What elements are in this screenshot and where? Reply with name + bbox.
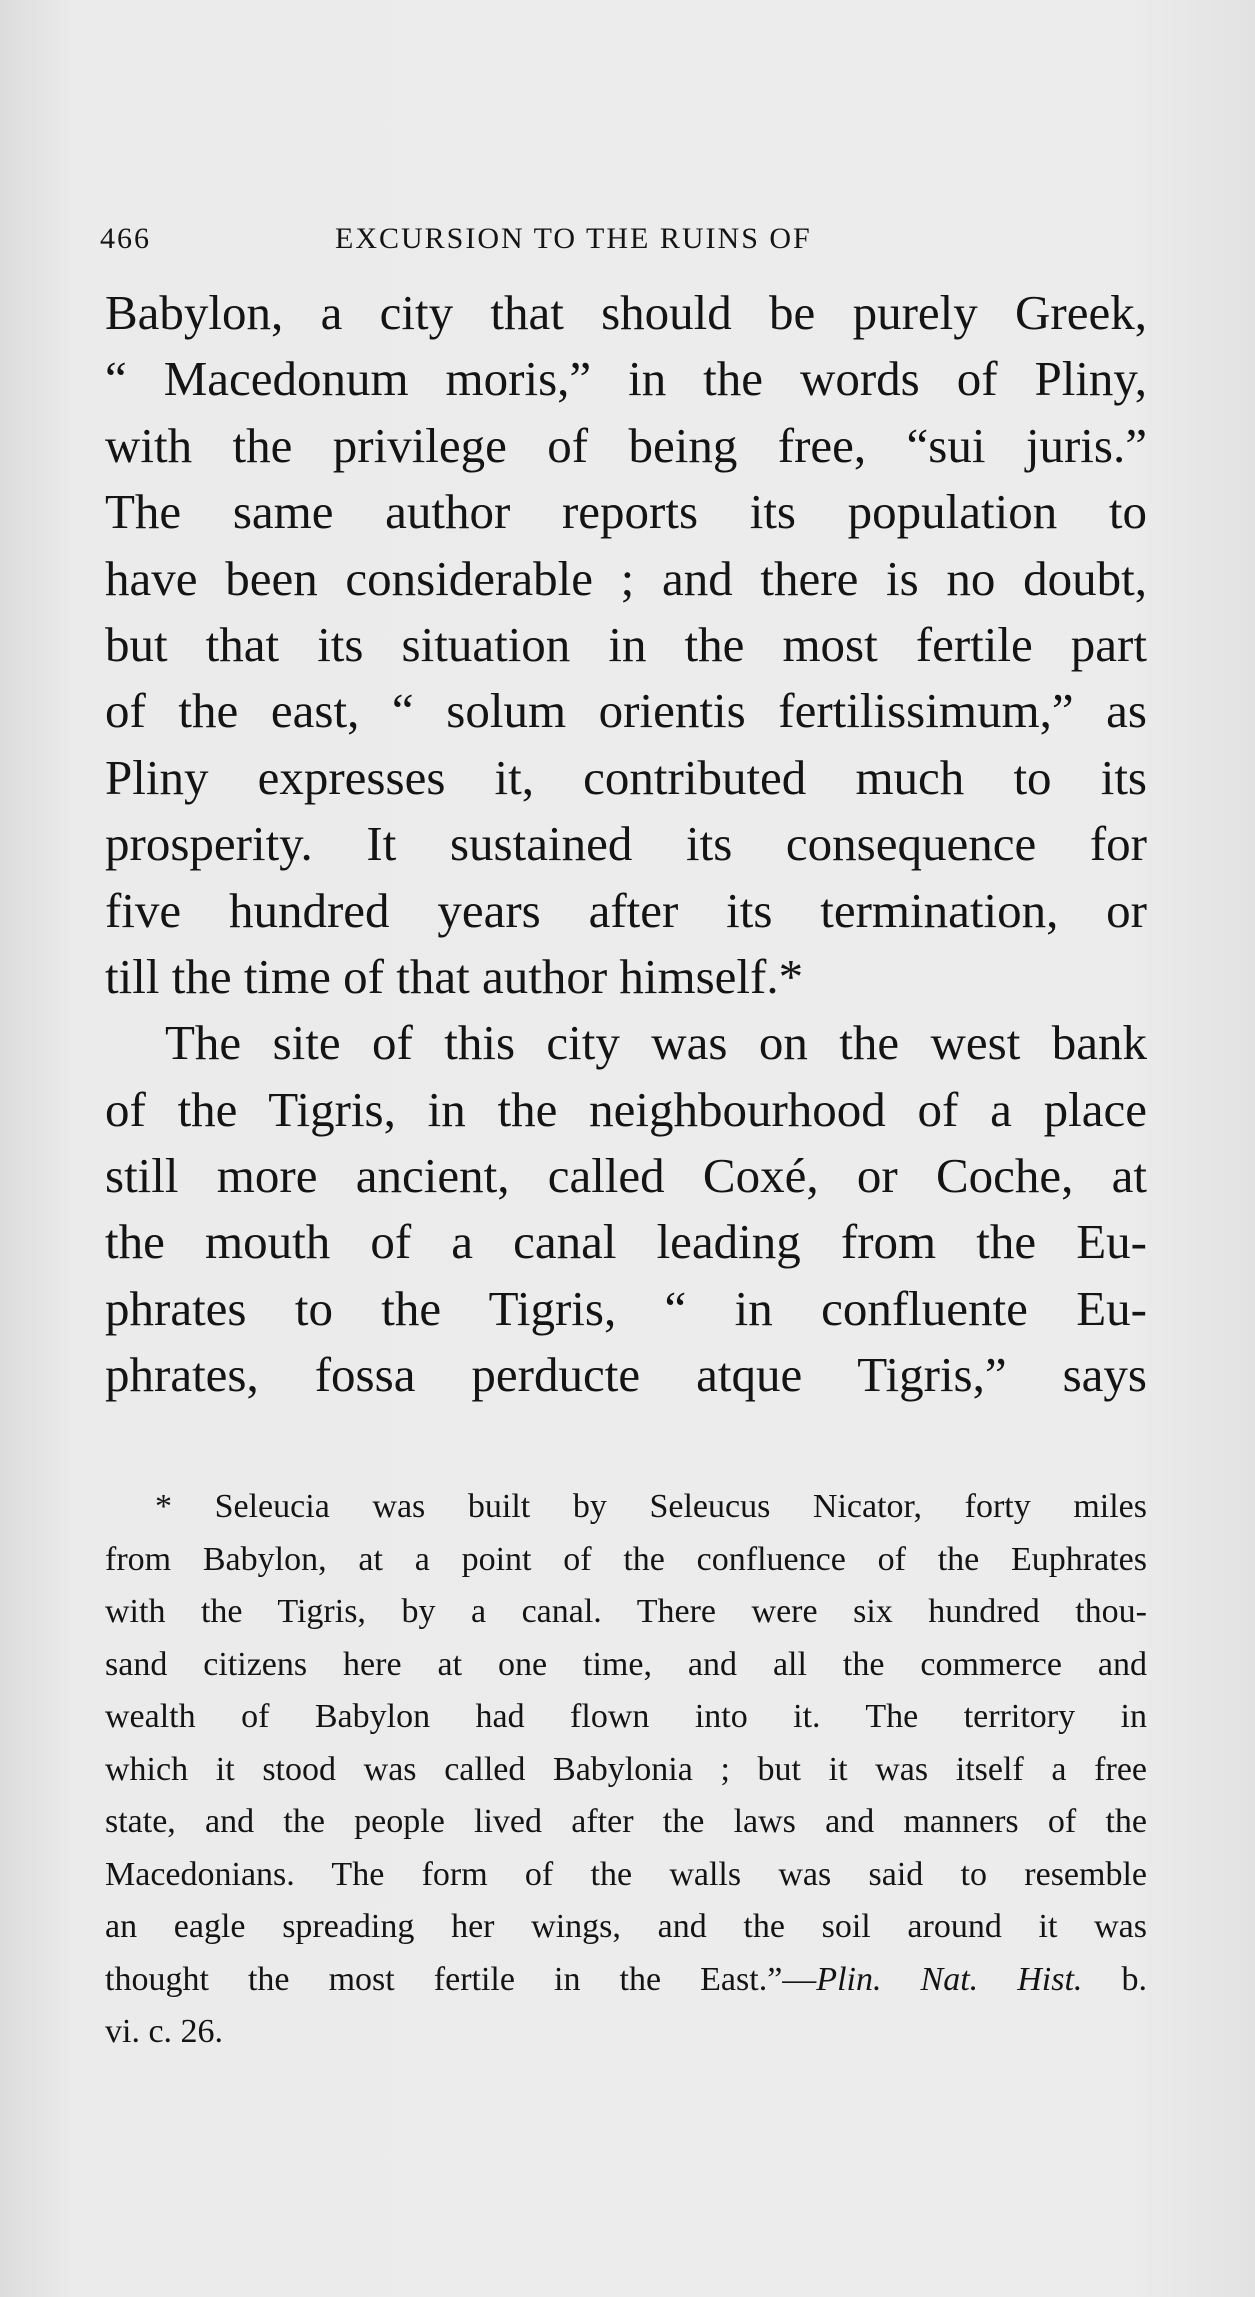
body-line: “ Macedonum moris,” in the words of Pliny, [105, 351, 1147, 407]
footnote-line: an eagle spreading her wings, and the soil around it was [105, 1908, 1147, 1945]
body-line: with the privilege of being free, “sui juris.” [105, 417, 1147, 473]
footnote-citation-line [105, 1954, 1147, 2007]
footnote-line: Macedonians. The form of the walls was said to resemble [105, 1855, 1147, 1893]
body-line: phrates, fossa perducte atque Tigris,” says [105, 1347, 1147, 1403]
page-header [100, 222, 1160, 262]
body-line: phrates to the Tigris, “ in confluente Eu- [105, 1280, 1147, 1336]
footnote-line: from Babylon, at a point of the confluence of the Euphrates [105, 1540, 1147, 1578]
footnote-line: vi. c. 26. [105, 2013, 224, 2050]
footnote-line: sand citizens here at one time, and all the commerce and [105, 1645, 1147, 1683]
running-head: EXCURSION TO THE RUINS OF [335, 222, 812, 255]
body-line: the mouth of a canal leading from the Eu- [105, 1214, 1147, 1270]
footnote-citation-book: b. [1082, 1960, 1147, 1998]
body-line: of the Tigris, in the neighbourhood of a place [105, 1081, 1147, 1137]
body-line: till the time of that author himself.* [105, 948, 804, 1004]
body-line: still more ancient, called Coxé, or Coche, at [105, 1148, 1147, 1204]
footnote-line: * Seleucia was built by Seleucus Nicator, forty miles [155, 1488, 1147, 1525]
body-text [105, 280, 1147, 1409]
body-line: The site of this city was on the west bank [165, 1015, 1147, 1071]
body-line: five hundred years after its termination, or [105, 882, 1147, 938]
footnote-citation-work: Plin. Nat. Hist. [816, 1960, 1083, 1998]
page-number: 466 [100, 222, 151, 255]
body-line: The same author reports its population to [105, 484, 1147, 540]
body-line: Pliny expresses it, contributed much to its [105, 749, 1147, 805]
body-line: Babylon, a city that should be purely Greek, [105, 285, 1147, 340]
footnote-line: which it stood was called Babylonia ; but it was itself a free [105, 1750, 1147, 1788]
footnote-citation-lead: thought the most fertile in the East.”— [105, 1960, 817, 1998]
body-line: but that its situation in the most fertile part [105, 616, 1147, 672]
footnote-line: state, and the people lived after the laws and manners of the [105, 1803, 1147, 1840]
body-line: have been considerable ; and there is no doubt, [105, 550, 1147, 606]
footnote [105, 1481, 1147, 2059]
body-line: prosperity. It sustained its consequence for [105, 816, 1147, 872]
body-line: of the east, “ solum orientis fertilissimum,” as [105, 683, 1147, 739]
footnote-line: wealth of Babylon had flown into it. The territory in [105, 1698, 1147, 1735]
footnote-line: with the Tigris, by a canal. There were six hundred thou- [105, 1593, 1147, 1630]
